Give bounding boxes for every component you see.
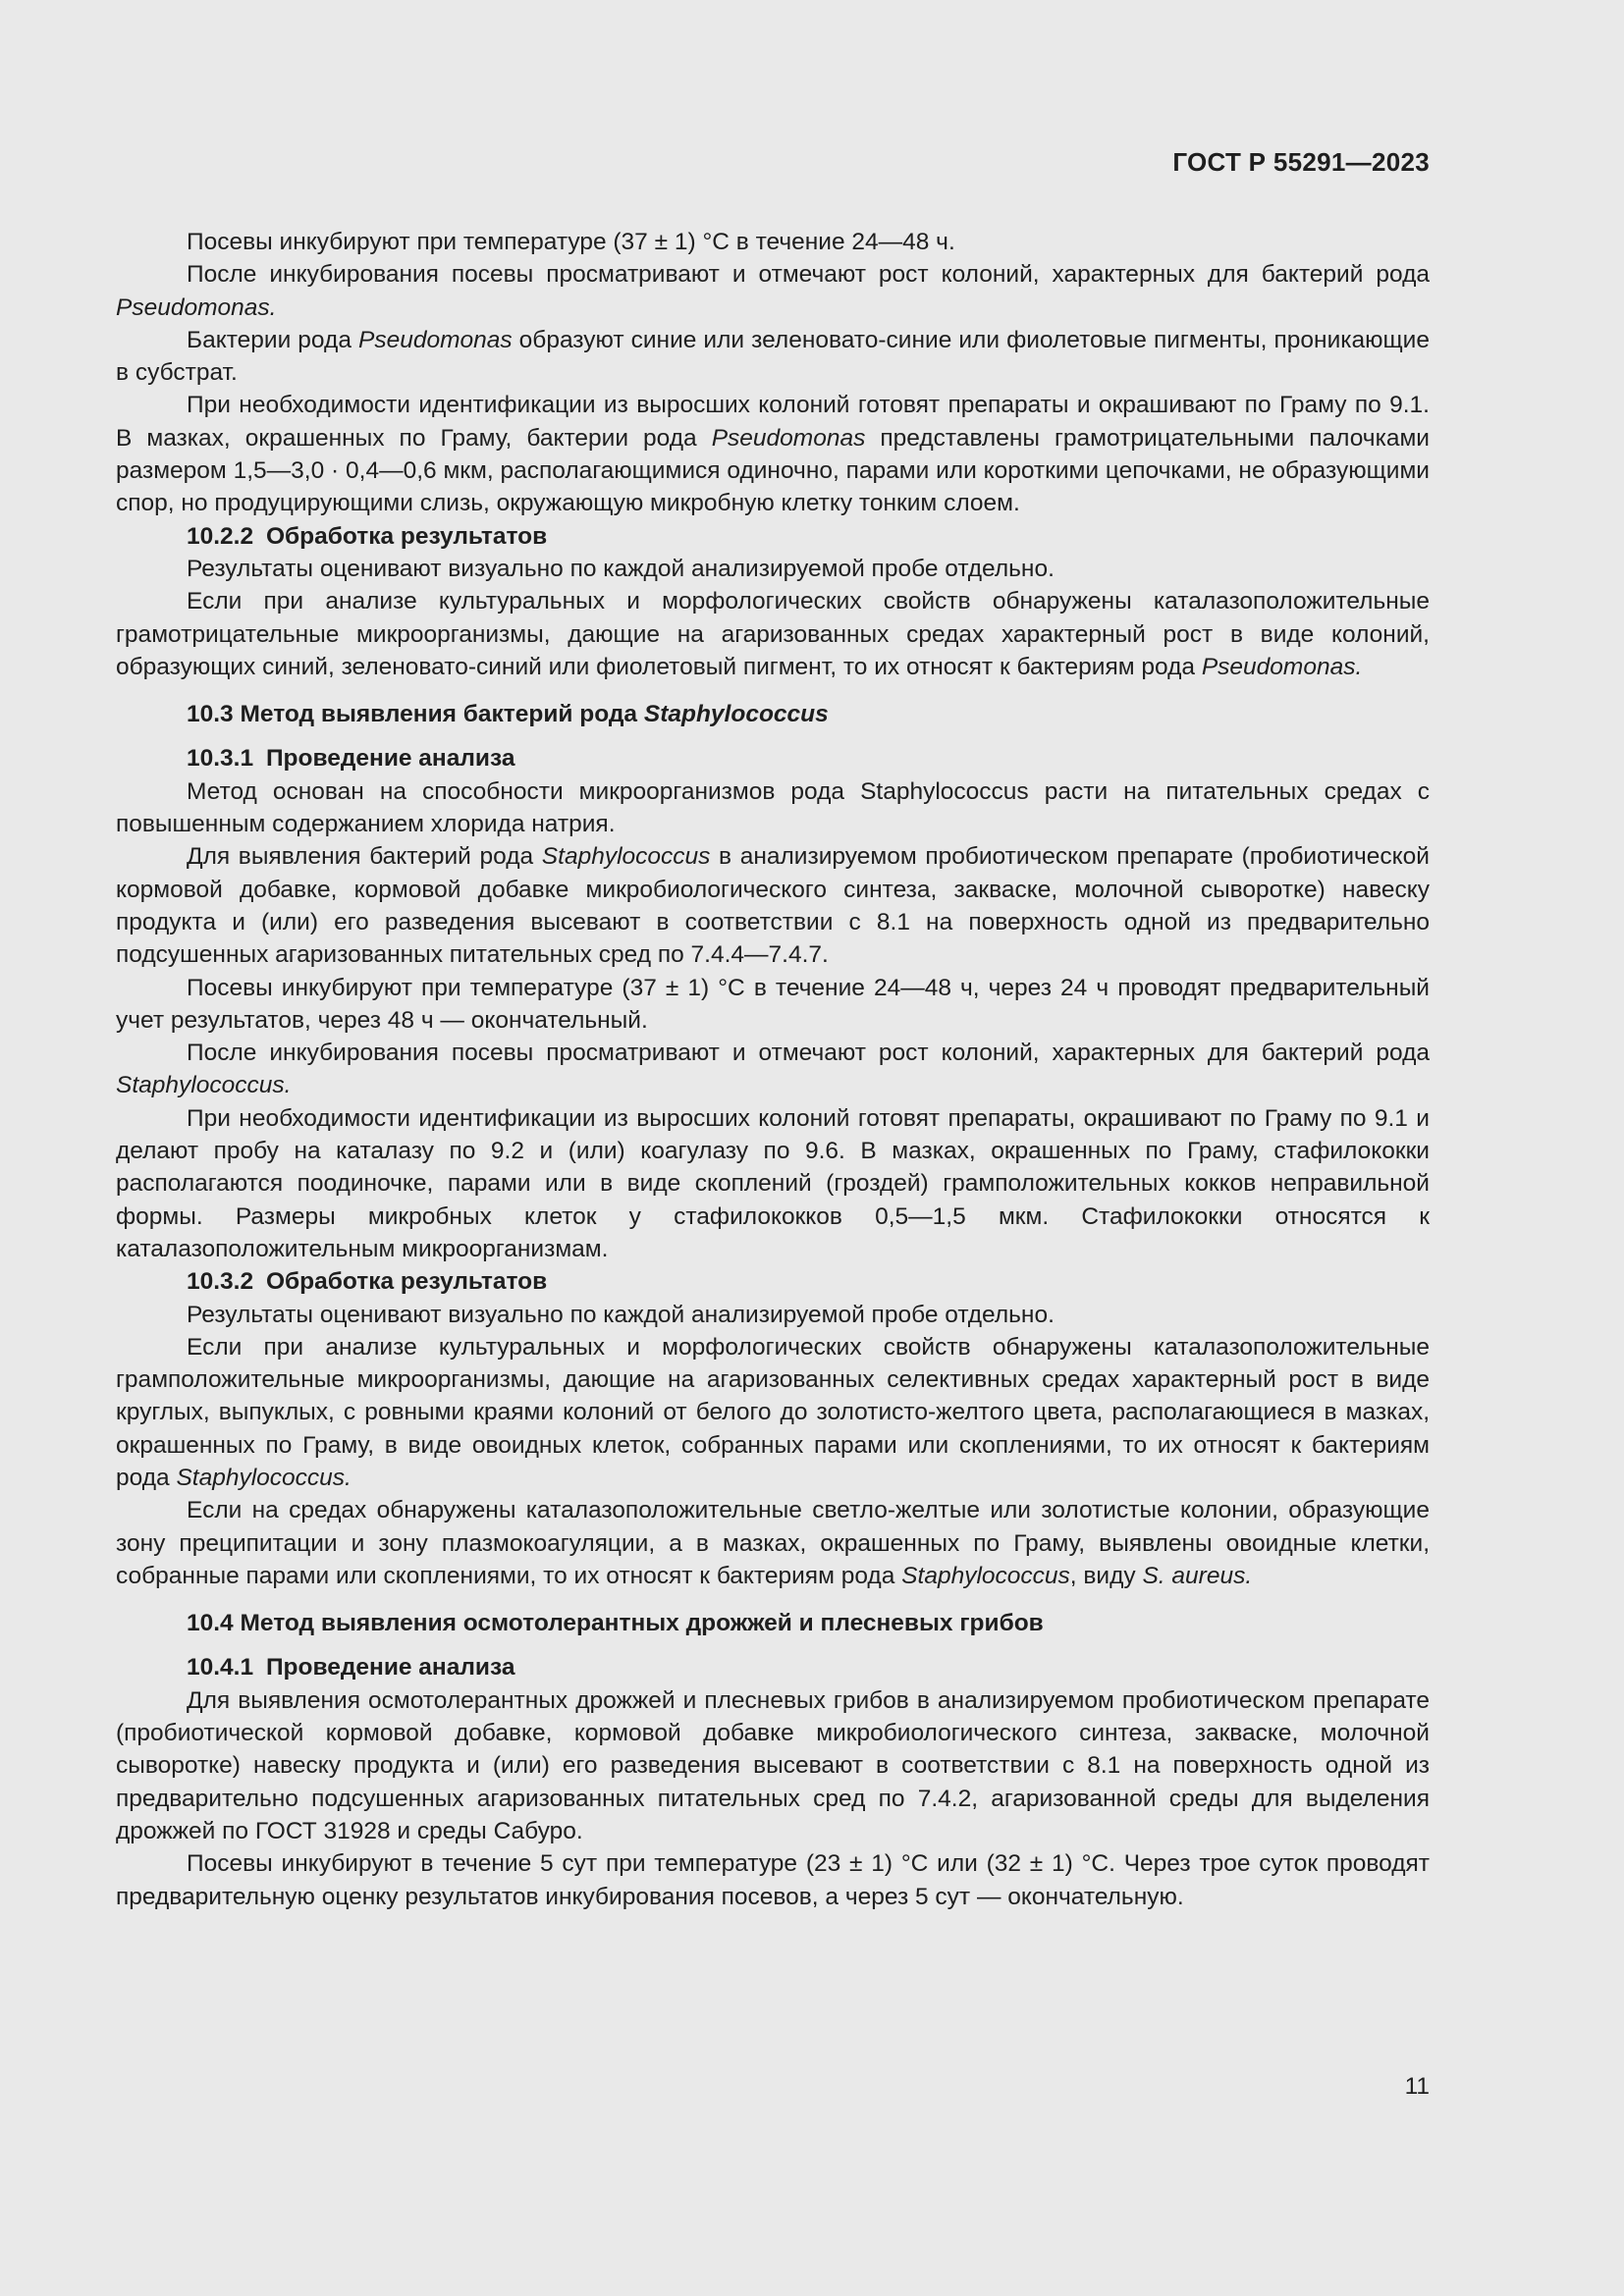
italic-term: Pseudomonas [357, 326, 513, 353]
paragraph [116, 1494, 1430, 1592]
section-number: 10.4 [187, 1610, 234, 1637]
document-body [116, 226, 1430, 1913]
paragraph [116, 840, 1430, 971]
paragraph-text: При необходимости идентификации из выросших колоний готовят препараты и окрашивают по Граму по 9.1. В мазках, окрашенных по Граму, бактерии рода [116, 392, 1430, 452]
paragraph-text: , виду [1069, 1562, 1143, 1589]
paragraph-text: При необходимости идентификации из выросших колоний готовят препараты, окрашивают по Граму по 9.1 и делают пробу на каталазу по 9.2 и (или) коагулазу по 9.6. В мазках, окрашенных по Граму, стафилококки располагаются поодиночке, парами или в виде скоплений (гроздей) грамположительных кокков неправильной формы. Размеры микробных клеток у стафилококков 0,5—1,5 мкм. Стафилококки относятся к каталазоположительным микроорганизмам. [116, 1104, 1430, 1262]
section-title: Обработка результатов [265, 1268, 548, 1296]
section-title: Обработка результатов [265, 522, 548, 550]
paragraph [116, 1331, 1430, 1494]
section-heading-10-3-2 [116, 1265, 1430, 1298]
paragraph-text: в анализируемом пробиотическом препарате (пробиотической кормовой добавке, кормовой добавке микробиологического синтеза, закваске, молочной сыворотке) навеску продукта и (или) его разведения высевают в соответствии с 8.1 на поверхность одной из предварительно подсушенных агаризованных питательных сред по 7.4.4—7.4.7. [116, 843, 1430, 969]
paragraph-text: Результаты оценивают визуально по каждой анализируемой пробе отдельно. [187, 555, 1055, 582]
italic-term: Staphylococcus [643, 701, 829, 728]
paragraph-text: После инкубирования посевы просматривают и отмечают рост колоний, характерных для бактерий рода [187, 1040, 1430, 1067]
section-heading-10-3 [116, 698, 1430, 730]
italic-term: Staphylococcus. [116, 1072, 292, 1099]
section-heading-10-4-1 [116, 1651, 1430, 1683]
italic-term: Staphylococcus. [176, 1464, 352, 1491]
paragraph-text: Если при анализе культуральных и морфологических свойств обнаружены каталазоположительные грамотрицательные микроорганизмы, дающие на агаризованных средах характерный рост в виде колоний, образующих синий, зеленовато-синий или фиолетовый пигмент, то их относят к бактериям рода [116, 588, 1430, 680]
paragraph-text: Посевы инкубируют при температуре (37 ± 1) °С в течение 24—48 ч, через 24 ч проводят предварительный учет результатов, через 48 ч — окончательный. [116, 974, 1430, 1034]
section-heading-10-3-1 [116, 742, 1430, 774]
paragraph [116, 258, 1430, 324]
paragraph-text: Метод основан на способности микроорганизмов рода Staphylococcus расти на питательных средах с повышенным содержанием хлорида натрия. [116, 777, 1430, 838]
paragraph-text: Для выявления осмотолерантных дрожжей и плесневых грибов в анализируемом пробиотическом препарате (пробиотической кормовой добавке, кормовой добавке микробиологического синтеза, закваске, молочной сыворотке) навеску продукта и (или) его разведения высевают в соответствии с 8.1 на поверхность одной из предварительно подсушенных агаризованных питательных сред по 7.4.2, агаризованной среды для выделения дрожжей по ГОСТ 31928 и среды Сабуро. [116, 1686, 1430, 1844]
italic-term: Pseudomonas. [116, 294, 277, 321]
paragraph-text: Если при анализе культуральных и морфологических свойств обнаружены каталазоположительные грамположительные микроорганизмы, дающие на агаризованных селективных средах характерный рост в виде круглых, выпуклых, с ровными краями колоний от белого до золотисто-желтого цвета, располагающиеся в мазках, окрашенных по Граму, в виде овоидных клеток, собранных парами или скоплениями, то их относят к бактериям рода [116, 1333, 1430, 1491]
paragraph [116, 553, 1430, 585]
paragraph-text: После инкубирования посевы просматривают и отмечают рост колоний, характерных для бактерий рода [187, 261, 1430, 289]
page-number: 11 [1404, 2073, 1430, 2100]
paragraph-text: представлены грамотрицательными палочками размером 1,5—3,0 · 0,4—0,6 мкм, располагающимися одиночно, парами или короткими цепочками, не образующими спор, но продуцирующими слизь, окружающую микробную клетку тонким слоем. [116, 424, 1430, 517]
paragraph [116, 1102, 1430, 1265]
paragraph [116, 324, 1430, 390]
document-header: ГОСТ Р 55291—2023 [1172, 147, 1430, 177]
section-title: Метод выявления бактерий рода [240, 701, 644, 728]
section-title: Проведение анализа [265, 745, 515, 773]
paragraph [116, 1037, 1430, 1102]
section-title: Метод выявления осмотолерантных дрожжей и плесневых грибов [240, 1610, 1044, 1637]
section-number: 10.2.2 [187, 522, 254, 550]
paragraph-text: Посевы инкубируют в течение 5 сут при температуре (23 ± 1) °С или (32 ± 1) °С. Через трое суток проводят предварительную оценку результатов инкубирования посевов, а через 5 сут — окончательную. [116, 1850, 1430, 1910]
section-title: Проведение анализа [265, 1654, 515, 1682]
italic-term: Staphylococcus [901, 1562, 1070, 1589]
section-heading-10-2-2 [116, 520, 1430, 553]
italic-term: Pseudomonas [711, 424, 866, 452]
paragraph [116, 389, 1430, 519]
section-heading-10-4 [116, 1607, 1430, 1639]
section-number: 10.4.1 [187, 1654, 254, 1682]
paragraph-text: Бактерии рода [187, 326, 358, 353]
paragraph-text: Для выявления бактерий рода [187, 843, 542, 871]
paragraph [116, 1299, 1430, 1331]
document-page [116, 0, 1430, 2296]
paragraph-text: Результаты оценивают визуально по каждой анализируемой пробе отдельно. [187, 1301, 1055, 1328]
section-number: 10.3.2 [187, 1268, 254, 1296]
section-number: 10.3.1 [187, 745, 254, 773]
section-number: 10.3 [187, 701, 234, 728]
paragraph [116, 972, 1430, 1038]
paragraph-text: Посевы инкубируют при температуре (37 ± 1) °С в течение 24—48 ч. [187, 229, 955, 255]
paragraph [116, 1684, 1430, 1847]
paragraph [116, 585, 1430, 683]
paragraph [116, 226, 1430, 258]
paragraph [116, 1847, 1430, 1913]
italic-term: Pseudomonas. [1201, 653, 1363, 680]
paragraph [116, 775, 1430, 841]
italic-term: S. aureus. [1142, 1562, 1253, 1589]
italic-term: Staphylococcus [541, 843, 711, 871]
paragraph-text: Если на средах обнаружены каталазоположительные светло-желтые или золотистые колонии, образующие зону преципитации и зону плазмокоагуляции, а в мазках, окрашенных по Граму, выявлены овоидные клетки, собранные парами или скоплениями, то их относят к бактериям рода [116, 1497, 1430, 1589]
paragraph-text: образуют синие или зеленовато-синие или фиолетовые пигменты, проникающие в субстрат. [116, 326, 1430, 387]
